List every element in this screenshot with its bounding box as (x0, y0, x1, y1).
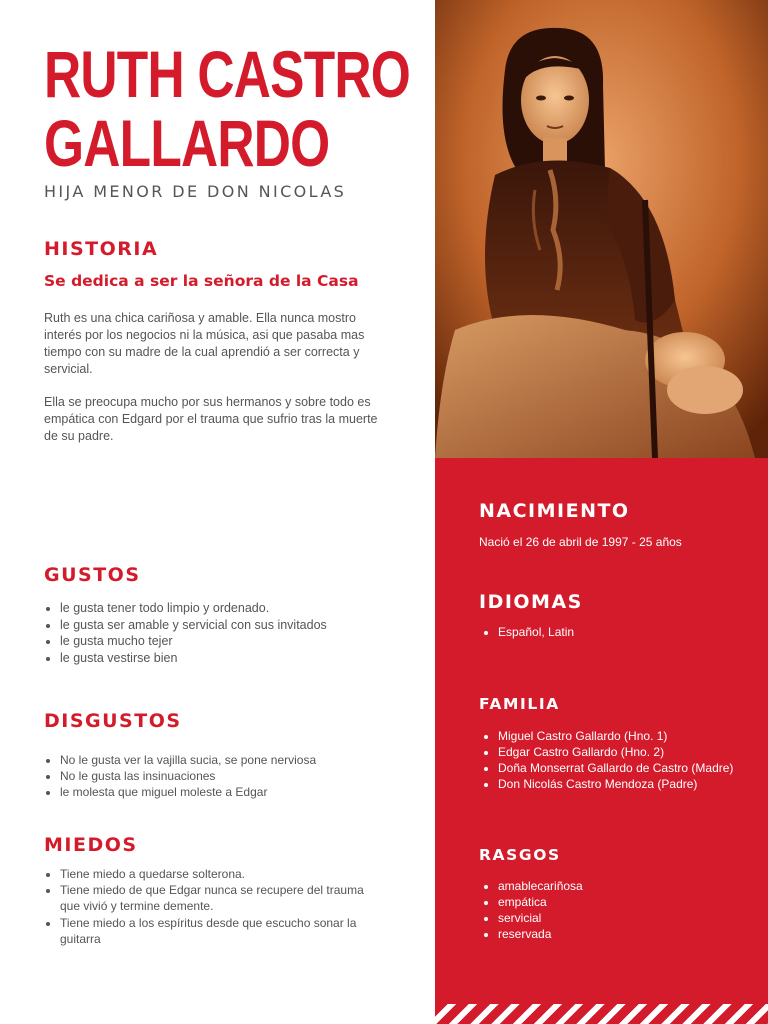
list-item: • Tiene miedo a los espíritus desde que escucho sonar la guitarra (60, 915, 380, 947)
historia-subtitle: Se dedica a ser la señora de la Casa (44, 272, 359, 290)
list-item: • amablecariñosa (498, 878, 583, 894)
portrait-illustration (435, 0, 768, 458)
nacimiento-title: NACIMIENTO (479, 500, 630, 522)
rasgos-title: RASGOS (479, 846, 561, 864)
miedos-title: MIEDOS (44, 834, 138, 856)
decorative-stripes (435, 1004, 768, 1024)
list-item: • Doña Monserrat Gallardo de Castro (Madre) (498, 760, 733, 776)
list-item: • le gusta vestirse bien (60, 650, 327, 667)
list-item: • reservada (498, 926, 583, 942)
historia-paragraph-1: Ruth es una chica cariñosa y amable. Ella nunca mostro interés por los negocios ni la música, asi que pasaba mas tiempo con su madre de la cual aprendió a ser correcta y servicial. (44, 311, 365, 376)
list-item: • Edgar Castro Gallardo (Hno. 2) (498, 744, 733, 760)
list-item: • No le gusta ver la vajilla sucia, se pone nerviosa (60, 752, 316, 768)
historia-paragraph-2: Ella se preocupa mucho por sus hermanos y sobre todo es empática con Edgard por el trauma que sufrio tras la muerte de su padre. (44, 395, 378, 443)
list-item: • Español, Latin (498, 624, 574, 640)
character-name (44, 37, 411, 180)
list-item: • Tiene miedo de que Edgar nunca se recupere del trauma que vivió y termine demente. (60, 882, 380, 914)
familia-list (481, 728, 733, 792)
gustos-title: GUSTOS (44, 564, 141, 586)
name-line-1: RUTH CASTRO (44, 37, 411, 111)
character-subtitle: HIJA MENOR DE DON NICOLAS (44, 182, 347, 201)
list-item: • No le gusta las insinuaciones (60, 768, 316, 784)
list-item: • Tiene miedo a quedarse solterona. (60, 866, 380, 882)
nacimiento-text: Nació el 26 de abril de 1997 - 25 años (479, 535, 682, 549)
idiomas-list (481, 624, 574, 640)
list-item: • le gusta mucho tejer (60, 633, 327, 650)
character-portrait (435, 0, 768, 458)
gustos-list (44, 600, 327, 666)
list-item: • le molesta que miguel moleste a Edgar (60, 784, 316, 800)
list-item: • Miguel Castro Gallardo (Hno. 1) (498, 728, 733, 744)
list-item: • Don Nicolás Castro Mendoza (Padre) (498, 776, 733, 792)
historia-title: HISTORIA (44, 238, 159, 260)
list-item: • le gusta ser amable y servicial con sus invitados (60, 617, 327, 634)
name-line-2: GALLARDO (44, 106, 330, 180)
miedos-list (44, 866, 380, 947)
disgustos-list (44, 752, 316, 801)
list-item: • servicial (498, 910, 583, 926)
idiomas-title: IDIOMAS (479, 591, 583, 613)
disgustos-title: DISGUSTOS (44, 710, 182, 732)
list-item: • le gusta tener todo limpio y ordenado. (60, 600, 327, 617)
rasgos-list (481, 878, 583, 942)
familia-title: FAMILIA (479, 695, 560, 713)
list-item: • empática (498, 894, 583, 910)
